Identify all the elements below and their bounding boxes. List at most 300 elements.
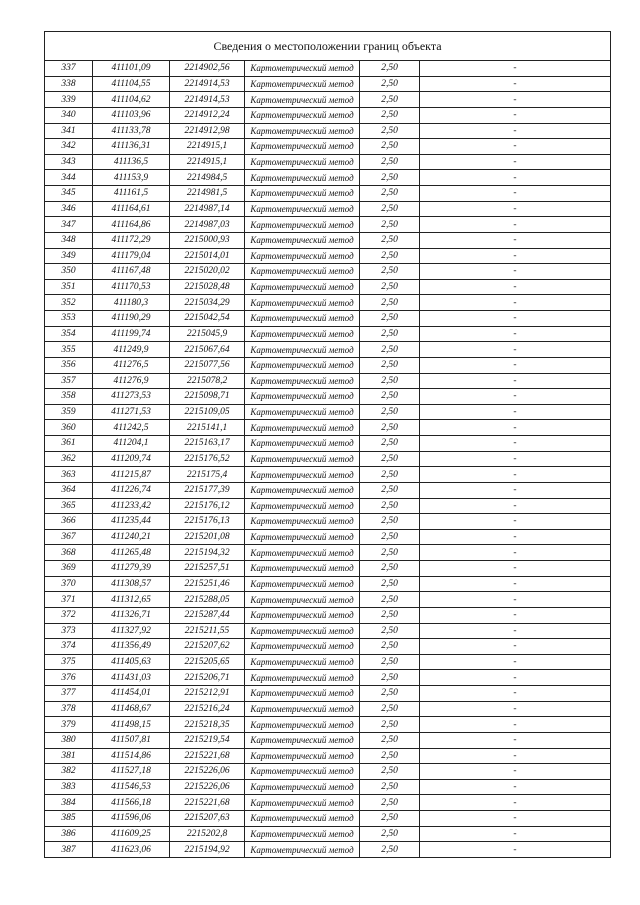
table-row — [45, 217, 611, 233]
determination-method-cell: Картометрический метод — [245, 607, 360, 623]
accuracy-cell: 2,50 — [360, 107, 420, 123]
determination-method-cell: Картометрический метод — [245, 748, 360, 764]
description-cell: - — [420, 701, 611, 717]
description-cell: - — [420, 639, 611, 655]
coordinate-x-cell: 411609,25 — [93, 826, 170, 842]
table-row — [45, 779, 611, 795]
coordinate-x-cell: 411546,53 — [93, 779, 170, 795]
table-row — [45, 498, 611, 514]
coordinate-x-cell: 411279,39 — [93, 561, 170, 577]
description-cell: - — [420, 389, 611, 405]
description-cell: - — [420, 373, 611, 389]
point-number-cell: 365 — [45, 498, 93, 514]
accuracy-cell: 2,50 — [360, 592, 420, 608]
coordinate-y-cell: 2215207,62 — [170, 639, 245, 655]
coordinate-y-cell: 2214902,56 — [170, 61, 245, 77]
determination-method-cell: Картометрический метод — [245, 373, 360, 389]
table-row — [45, 748, 611, 764]
accuracy-cell: 2,50 — [360, 248, 420, 264]
description-cell: - — [420, 467, 611, 483]
accuracy-cell: 2,50 — [360, 607, 420, 623]
coordinate-x-cell: 411498,15 — [93, 717, 170, 733]
description-cell: - — [420, 139, 611, 155]
boundary-coordinates-table — [44, 31, 611, 858]
coordinate-y-cell: 2214914,53 — [170, 92, 245, 108]
coordinate-x-cell: 411101,09 — [93, 61, 170, 77]
coordinate-y-cell: 2215201,08 — [170, 529, 245, 545]
description-cell: - — [420, 529, 611, 545]
point-number-cell: 377 — [45, 686, 93, 702]
document-page — [44, 31, 610, 858]
table-row — [45, 670, 611, 686]
determination-method-cell: Картометрический метод — [245, 482, 360, 498]
determination-method-cell: Картометрический метод — [245, 217, 360, 233]
table-row — [45, 842, 611, 858]
description-cell: - — [420, 154, 611, 170]
description-cell: - — [420, 92, 611, 108]
accuracy-cell: 2,50 — [360, 623, 420, 639]
description-cell: - — [420, 264, 611, 280]
point-number-cell: 351 — [45, 279, 93, 295]
point-number-cell: 378 — [45, 701, 93, 717]
point-number-cell: 346 — [45, 201, 93, 217]
point-number-cell: 362 — [45, 451, 93, 467]
determination-method-cell: Картометрический метод — [245, 717, 360, 733]
coordinate-x-cell: 411235,44 — [93, 514, 170, 530]
accuracy-cell: 2,50 — [360, 670, 420, 686]
coordinate-x-cell: 411327,92 — [93, 623, 170, 639]
coordinate-y-cell: 2215042,54 — [170, 311, 245, 327]
accuracy-cell: 2,50 — [360, 61, 420, 77]
determination-method-cell: Картометрический метод — [245, 420, 360, 436]
coordinate-x-cell: 411136,31 — [93, 139, 170, 155]
table-row — [45, 342, 611, 358]
description-cell: - — [420, 295, 611, 311]
determination-method-cell: Картометрический метод — [245, 357, 360, 373]
description-cell: - — [420, 748, 611, 764]
coordinate-y-cell: 2215257,51 — [170, 561, 245, 577]
coordinate-y-cell: 2214912,98 — [170, 123, 245, 139]
accuracy-cell: 2,50 — [360, 170, 420, 186]
point-number-cell: 383 — [45, 779, 93, 795]
point-number-cell: 386 — [45, 826, 93, 842]
table-row — [45, 61, 611, 77]
coordinate-x-cell: 411204,1 — [93, 436, 170, 452]
table-header-row — [45, 32, 611, 61]
coordinate-x-cell: 411276,5 — [93, 357, 170, 373]
determination-method-cell: Картометрический метод — [245, 764, 360, 780]
table-row — [45, 232, 611, 248]
coordinate-y-cell: 2215287,44 — [170, 607, 245, 623]
coordinate-y-cell: 2215207,63 — [170, 811, 245, 827]
coordinate-y-cell: 2214984,5 — [170, 170, 245, 186]
determination-method-cell: Картометрический метод — [245, 811, 360, 827]
accuracy-cell: 2,50 — [360, 139, 420, 155]
coordinate-x-cell: 411276,9 — [93, 373, 170, 389]
determination-method-cell: Картометрический метод — [245, 451, 360, 467]
determination-method-cell: Картометрический метод — [245, 842, 360, 858]
determination-method-cell: Картометрический метод — [245, 529, 360, 545]
description-cell: - — [420, 670, 611, 686]
accuracy-cell: 2,50 — [360, 842, 420, 858]
table-title: Сведения о местоположении границ объекта — [45, 32, 611, 61]
description-cell: - — [420, 686, 611, 702]
point-number-cell: 380 — [45, 732, 93, 748]
coordinate-x-cell: 411623,06 — [93, 842, 170, 858]
point-number-cell: 375 — [45, 654, 93, 670]
coordinate-y-cell: 2215045,9 — [170, 326, 245, 342]
description-cell: - — [420, 482, 611, 498]
table-row — [45, 201, 611, 217]
accuracy-cell: 2,50 — [360, 467, 420, 483]
table-row — [45, 248, 611, 264]
accuracy-cell: 2,50 — [360, 420, 420, 436]
table-row — [45, 701, 611, 717]
table-row — [45, 357, 611, 373]
coordinate-y-cell: 2215098,71 — [170, 389, 245, 405]
determination-method-cell: Картометрический метод — [245, 92, 360, 108]
table-row — [45, 545, 611, 561]
coordinate-x-cell: 411242,5 — [93, 420, 170, 436]
point-number-cell: 350 — [45, 264, 93, 280]
determination-method-cell: Картометрический метод — [245, 279, 360, 295]
table-row — [45, 529, 611, 545]
point-number-cell: 352 — [45, 295, 93, 311]
coordinate-x-cell: 411167,48 — [93, 264, 170, 280]
coordinate-x-cell: 411468,67 — [93, 701, 170, 717]
coordinate-x-cell: 411164,86 — [93, 217, 170, 233]
point-number-cell: 361 — [45, 436, 93, 452]
coordinate-y-cell: 2215109,05 — [170, 404, 245, 420]
coordinate-x-cell: 411136,5 — [93, 154, 170, 170]
determination-method-cell: Картометрический метод — [245, 342, 360, 358]
table-row — [45, 76, 611, 92]
accuracy-cell: 2,50 — [360, 795, 420, 811]
accuracy-cell: 2,50 — [360, 217, 420, 233]
description-cell: - — [420, 357, 611, 373]
coordinate-y-cell: 2215202,8 — [170, 826, 245, 842]
accuracy-cell: 2,50 — [360, 436, 420, 452]
accuracy-cell: 2,50 — [360, 514, 420, 530]
table-row — [45, 139, 611, 155]
table-row — [45, 279, 611, 295]
coordinate-x-cell: 411170,53 — [93, 279, 170, 295]
coordinate-x-cell: 411566,18 — [93, 795, 170, 811]
coordinate-x-cell: 411514,86 — [93, 748, 170, 764]
table-row — [45, 264, 611, 280]
table-row — [45, 467, 611, 483]
determination-method-cell: Картометрический метод — [245, 732, 360, 748]
determination-method-cell: Картометрический метод — [245, 545, 360, 561]
point-number-cell: 369 — [45, 561, 93, 577]
accuracy-cell: 2,50 — [360, 686, 420, 702]
description-cell: - — [420, 170, 611, 186]
coordinate-x-cell: 411103,96 — [93, 107, 170, 123]
table-row — [45, 326, 611, 342]
point-number-cell: 357 — [45, 373, 93, 389]
coordinate-x-cell: 411240,21 — [93, 529, 170, 545]
point-number-cell: 363 — [45, 467, 93, 483]
point-number-cell: 371 — [45, 592, 93, 608]
accuracy-cell: 2,50 — [360, 561, 420, 577]
point-number-cell: 387 — [45, 842, 93, 858]
determination-method-cell: Картометрический метод — [245, 436, 360, 452]
determination-method-cell: Картометрический метод — [245, 623, 360, 639]
coordinate-x-cell: 411104,55 — [93, 76, 170, 92]
description-cell: - — [420, 404, 611, 420]
point-number-cell: 366 — [45, 514, 93, 530]
description-cell: - — [420, 826, 611, 842]
point-number-cell: 354 — [45, 326, 93, 342]
point-number-cell: 338 — [45, 76, 93, 92]
coordinate-y-cell: 2215014,01 — [170, 248, 245, 264]
description-cell: - — [420, 107, 611, 123]
coordinate-y-cell: 2214987,14 — [170, 201, 245, 217]
coordinate-x-cell: 411133,78 — [93, 123, 170, 139]
description-cell: - — [420, 248, 611, 264]
accuracy-cell: 2,50 — [360, 482, 420, 498]
coordinate-x-cell: 411326,71 — [93, 607, 170, 623]
table-row — [45, 170, 611, 186]
coordinate-y-cell: 2215020,02 — [170, 264, 245, 280]
point-number-cell: 379 — [45, 717, 93, 733]
table-row — [45, 732, 611, 748]
coordinate-y-cell: 2215141,1 — [170, 420, 245, 436]
table-body — [45, 61, 611, 858]
coordinate-y-cell: 2215067,64 — [170, 342, 245, 358]
coordinate-x-cell: 411199,74 — [93, 326, 170, 342]
coordinate-y-cell: 2215226,06 — [170, 779, 245, 795]
accuracy-cell: 2,50 — [360, 357, 420, 373]
point-number-cell: 374 — [45, 639, 93, 655]
accuracy-cell: 2,50 — [360, 717, 420, 733]
coordinate-y-cell: 2215211,55 — [170, 623, 245, 639]
coordinate-x-cell: 411596,06 — [93, 811, 170, 827]
coordinate-x-cell: 411507,81 — [93, 732, 170, 748]
description-cell: - — [420, 592, 611, 608]
table-row — [45, 186, 611, 202]
description-cell: - — [420, 76, 611, 92]
coordinate-y-cell: 2215175,4 — [170, 467, 245, 483]
coordinate-x-cell: 411164,61 — [93, 201, 170, 217]
description-cell: - — [420, 842, 611, 858]
point-number-cell: 348 — [45, 232, 93, 248]
accuracy-cell: 2,50 — [360, 311, 420, 327]
determination-method-cell: Картометрический метод — [245, 561, 360, 577]
coordinate-x-cell: 411431,03 — [93, 670, 170, 686]
determination-method-cell: Картометрический метод — [245, 779, 360, 795]
coordinate-y-cell: 2215226,06 — [170, 764, 245, 780]
determination-method-cell: Картометрический метод — [245, 311, 360, 327]
coordinate-y-cell: 2214914,53 — [170, 76, 245, 92]
accuracy-cell: 2,50 — [360, 529, 420, 545]
description-cell: - — [420, 61, 611, 77]
table-row — [45, 717, 611, 733]
point-number-cell: 345 — [45, 186, 93, 202]
description-cell: - — [420, 232, 611, 248]
determination-method-cell: Картометрический метод — [245, 670, 360, 686]
coordinate-y-cell: 2215078,2 — [170, 373, 245, 389]
point-number-cell: 359 — [45, 404, 93, 420]
description-cell: - — [420, 545, 611, 561]
table-row — [45, 154, 611, 170]
description-cell: - — [420, 451, 611, 467]
accuracy-cell: 2,50 — [360, 373, 420, 389]
determination-method-cell: Картометрический метод — [245, 186, 360, 202]
determination-method-cell: Картометрический метод — [245, 170, 360, 186]
accuracy-cell: 2,50 — [360, 498, 420, 514]
table-row — [45, 795, 611, 811]
table-row — [45, 295, 611, 311]
coordinate-x-cell: 411104,62 — [93, 92, 170, 108]
accuracy-cell: 2,50 — [360, 186, 420, 202]
coordinate-x-cell: 411271,53 — [93, 404, 170, 420]
coordinate-y-cell: 2214912,24 — [170, 107, 245, 123]
determination-method-cell: Картометрический метод — [245, 123, 360, 139]
determination-method-cell: Картометрический метод — [245, 76, 360, 92]
table-row — [45, 764, 611, 780]
determination-method-cell: Картометрический метод — [245, 654, 360, 670]
description-cell: - — [420, 498, 611, 514]
table-row — [45, 482, 611, 498]
description-cell: - — [420, 732, 611, 748]
description-cell: - — [420, 811, 611, 827]
description-cell: - — [420, 342, 611, 358]
table-row — [45, 607, 611, 623]
point-number-cell: 342 — [45, 139, 93, 155]
point-number-cell: 344 — [45, 170, 93, 186]
coordinate-y-cell: 2215218,35 — [170, 717, 245, 733]
point-number-cell: 384 — [45, 795, 93, 811]
determination-method-cell: Картометрический метод — [245, 139, 360, 155]
determination-method-cell: Картометрический метод — [245, 295, 360, 311]
accuracy-cell: 2,50 — [360, 389, 420, 405]
accuracy-cell: 2,50 — [360, 279, 420, 295]
point-number-cell: 360 — [45, 420, 93, 436]
accuracy-cell: 2,50 — [360, 826, 420, 842]
table-row — [45, 436, 611, 452]
description-cell: - — [420, 654, 611, 670]
accuracy-cell: 2,50 — [360, 779, 420, 795]
determination-method-cell: Картометрический метод — [245, 686, 360, 702]
point-number-cell: 368 — [45, 545, 93, 561]
coordinate-y-cell: 2215177,39 — [170, 482, 245, 498]
table-row — [45, 826, 611, 842]
coordinate-x-cell: 411454,01 — [93, 686, 170, 702]
point-number-cell: 376 — [45, 670, 93, 686]
table-row — [45, 592, 611, 608]
point-number-cell: 373 — [45, 623, 93, 639]
accuracy-cell: 2,50 — [360, 92, 420, 108]
determination-method-cell: Картометрический метод — [245, 826, 360, 842]
table-row — [45, 311, 611, 327]
coordinate-x-cell: 411180,3 — [93, 295, 170, 311]
description-cell: - — [420, 436, 611, 452]
table-row — [45, 811, 611, 827]
point-number-cell: 341 — [45, 123, 93, 139]
coordinate-y-cell: 2215251,46 — [170, 576, 245, 592]
point-number-cell: 370 — [45, 576, 93, 592]
table-row — [45, 420, 611, 436]
accuracy-cell: 2,50 — [360, 732, 420, 748]
coordinate-y-cell: 2215000,93 — [170, 232, 245, 248]
description-cell: - — [420, 779, 611, 795]
determination-method-cell: Картометрический метод — [245, 467, 360, 483]
accuracy-cell: 2,50 — [360, 748, 420, 764]
determination-method-cell: Картометрический метод — [245, 576, 360, 592]
determination-method-cell: Картометрический метод — [245, 326, 360, 342]
coordinate-y-cell: 2214915,1 — [170, 154, 245, 170]
coordinate-y-cell: 2215221,68 — [170, 795, 245, 811]
table-row — [45, 123, 611, 139]
coordinate-x-cell: 411153,9 — [93, 170, 170, 186]
coordinate-y-cell: 2215034,29 — [170, 295, 245, 311]
point-number-cell: 343 — [45, 154, 93, 170]
coordinate-y-cell: 2215206,71 — [170, 670, 245, 686]
accuracy-cell: 2,50 — [360, 701, 420, 717]
point-number-cell: 355 — [45, 342, 93, 358]
description-cell: - — [420, 795, 611, 811]
point-number-cell: 381 — [45, 748, 93, 764]
description-cell: - — [420, 764, 611, 780]
accuracy-cell: 2,50 — [360, 545, 420, 561]
accuracy-cell: 2,50 — [360, 639, 420, 655]
accuracy-cell: 2,50 — [360, 232, 420, 248]
coordinate-x-cell: 411265,48 — [93, 545, 170, 561]
coordinate-y-cell: 2215221,68 — [170, 748, 245, 764]
table-row — [45, 514, 611, 530]
description-cell: - — [420, 311, 611, 327]
coordinate-x-cell: 411527,18 — [93, 764, 170, 780]
coordinate-x-cell: 411356,49 — [93, 639, 170, 655]
table-row — [45, 686, 611, 702]
coordinate-y-cell: 2215288,05 — [170, 592, 245, 608]
coordinate-y-cell: 2215176,13 — [170, 514, 245, 530]
description-cell: - — [420, 607, 611, 623]
accuracy-cell: 2,50 — [360, 811, 420, 827]
description-cell: - — [420, 186, 611, 202]
coordinate-x-cell: 411405,63 — [93, 654, 170, 670]
coordinate-y-cell: 2215212,91 — [170, 686, 245, 702]
description-cell: - — [420, 514, 611, 530]
point-number-cell: 353 — [45, 311, 93, 327]
coordinate-x-cell: 411233,42 — [93, 498, 170, 514]
point-number-cell: 367 — [45, 529, 93, 545]
accuracy-cell: 2,50 — [360, 764, 420, 780]
determination-method-cell: Картометрический метод — [245, 639, 360, 655]
coordinate-x-cell: 411308,57 — [93, 576, 170, 592]
accuracy-cell: 2,50 — [360, 451, 420, 467]
accuracy-cell: 2,50 — [360, 404, 420, 420]
coordinate-y-cell: 2215216,24 — [170, 701, 245, 717]
coordinate-y-cell: 2215028,48 — [170, 279, 245, 295]
table-row — [45, 92, 611, 108]
coordinate-x-cell: 411273,53 — [93, 389, 170, 405]
accuracy-cell: 2,50 — [360, 123, 420, 139]
point-number-cell: 337 — [45, 61, 93, 77]
point-number-cell: 347 — [45, 217, 93, 233]
accuracy-cell: 2,50 — [360, 576, 420, 592]
table-row — [45, 561, 611, 577]
determination-method-cell: Картометрический метод — [245, 404, 360, 420]
table-row — [45, 654, 611, 670]
table-row — [45, 451, 611, 467]
description-cell: - — [420, 561, 611, 577]
coordinate-y-cell: 2214987,03 — [170, 217, 245, 233]
coordinate-y-cell: 2215219,54 — [170, 732, 245, 748]
determination-method-cell: Картометрический метод — [245, 389, 360, 405]
point-number-cell: 358 — [45, 389, 93, 405]
